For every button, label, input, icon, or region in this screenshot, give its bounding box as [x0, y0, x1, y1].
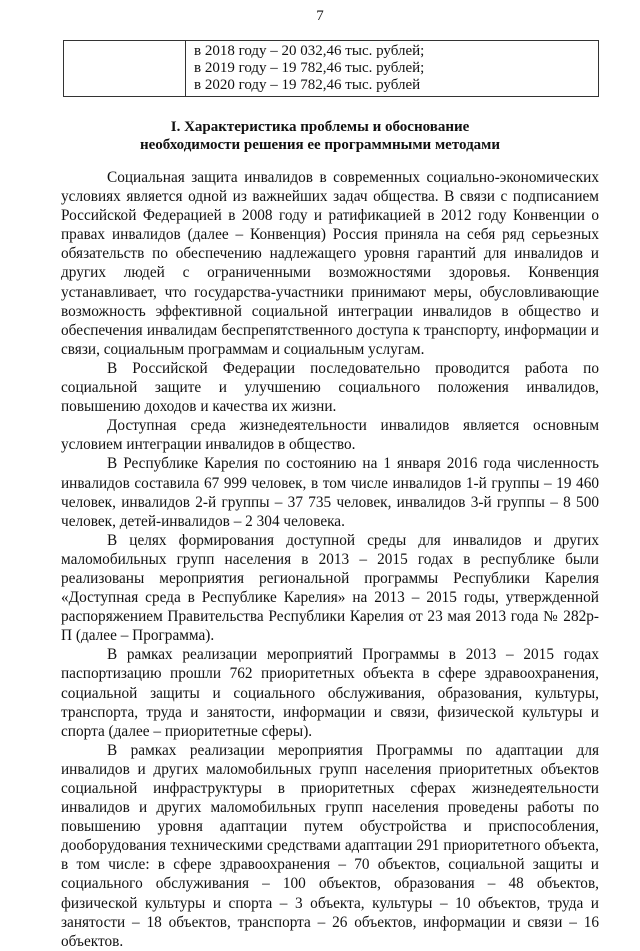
paragraph: В Республике Карелия по состоянию на 1 января 2016 года численность инвалидов составила 67 999 человек, в том числе инвалидов 1-й группы – 19 460 человек, инвалидов 2-й группы – 37 735 человек, инвалидов 3-й группы – 8 500 человек, детей-инвалидов – 2 304 человека.	[61, 455, 599, 530]
document-body	[61, 168, 599, 951]
funding-line-2020: в 2020 году – 19 782,46 тыс. рублей	[194, 77, 421, 93]
section-heading-line-1: I. Характеристика проблемы и обоснование	[170, 119, 470, 135]
paragraph: В рамках реализации мероприятий Программы в 2013 – 2015 годах паспортизацию прошли 762 приоритетных объекта в сфере здравоохранения, социальной защиты и социального обслуживания, образования, культуры, транспорта, труда и занятости, информации и связи, физической культуры и спорта (далее – приоритетные сферы).	[61, 646, 599, 740]
page-number: 7	[316, 8, 324, 24]
funding-line-2018: в 2018 году – 20 032,46 тыс. рублей;	[194, 43, 425, 59]
funding-table	[63, 40, 599, 97]
paragraph: В целях формирования доступной среды для инвалидов и других маломобильных групп населения в 2013 – 2015 годах в республике были реализованы мероприятия региональной программы Республики Карелия «Доступная среда в Республике Карелия» на 2013 – 2015 годы, утвержденной распоряжением Правительства Республики Карелия от 23 мая 2013 года № 282р-П (далее – Программа).	[61, 531, 599, 645]
section-heading-line-2: необходимости решения ее программными методами	[139, 137, 501, 153]
paragraph: Социальная защита инвалидов в современных социально-экономических условиях является одной из важнейших задач общества. В связи с подписанием Российской Федерацией в 2008 году и ратификацией в 2012 году Конвенции о правах инвалидов (далее – Конвенция) Россия приняла на себя ряд серьезных обязательств по обеспечению надлежащего уровня гарантий для инвалидов и других людей с ограниченными возможностями здоровья. Конвенция устанавливает, что государства-участники принимают меры, обусловливающие возможность эффективной социальной интеграции инвалидов в общество и обеспечения инвалидам беспрепятственного доступа к транспорту, информации и связи, социальным программам и социальным услугам.	[61, 169, 599, 358]
section-heading	[60, 118, 580, 154]
funding-cell	[186, 41, 599, 97]
paragraph: В Российской Федерации последовательно проводится работа по социальной защите и улучшению социального положения инвалидов, повышению доходов и качества их жизни.	[61, 359, 599, 416]
funding-line-2019: в 2019 году – 19 782,46 тыс. рублей;	[194, 60, 425, 76]
table-row	[64, 41, 599, 97]
paragraph: Доступная среда жизнедеятельности инвалидов является основным условием интеграции инвалидов в общество.	[61, 417, 599, 454]
paragraph: В рамках реализации мероприятия Программы по адаптации для инвалидов и других маломобильных групп населения приоритетных объектов социальной инфраструктуры в приоритетных сферах жизнедеятельности инвалидов и других маломобильных групп населения проведены работы по повышению уровня адаптации путем обустройства и приспособления, дооборудования техническими средствами адаптации 291 приоритетного объекта, в том числе: в сфере здравоохранения – 70 объектов, социальной защиты и социального обслуживания – 100 объектов, образования – 48 объектов, физической культуры и спорта – 3 объекта, культуры – 10 объектов, труда и занятости – 18 объектов, транспорта – 26 объектов, информации и связи – 16 объектов.	[61, 741, 599, 950]
table-cell-empty	[64, 41, 186, 97]
